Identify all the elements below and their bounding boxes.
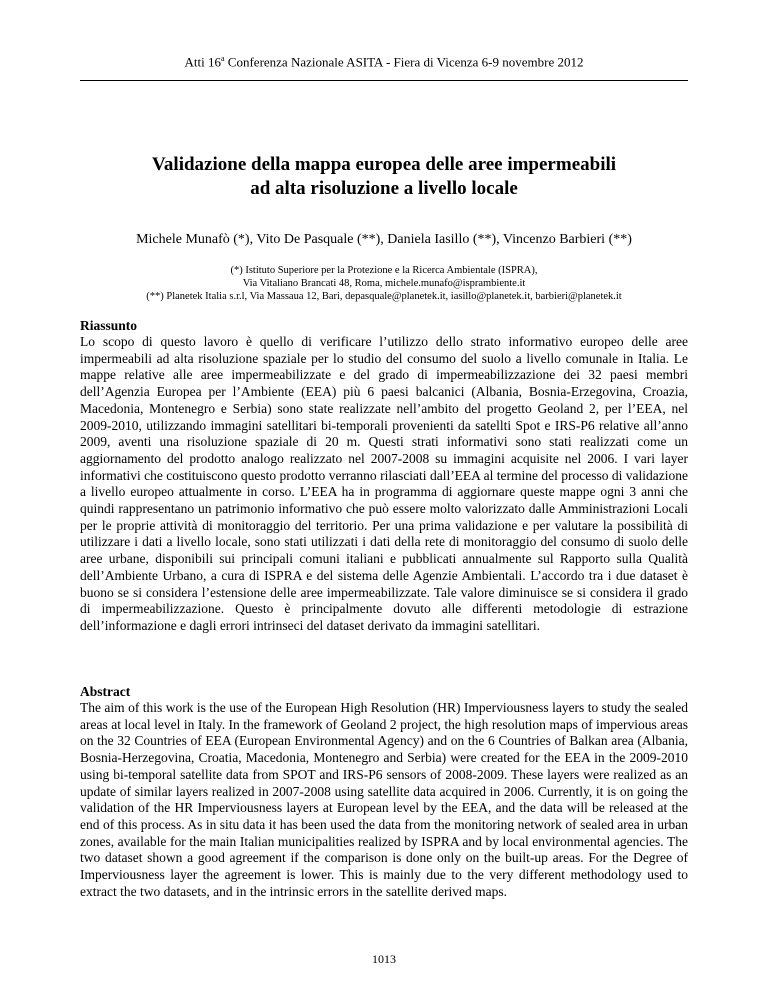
header-superscript: a <box>220 54 225 63</box>
affiliation-line: Via Vitaliano Brancati 48, Roma, michele.munafo@isprambiente.it <box>242 278 526 289</box>
affiliation-line: (*) Istituto Superiore per la Protezione e la Ricerca Ambientale (ISPRA), <box>230 265 538 276</box>
title-line-1: Validazione della mappa europea delle aree impermeabili <box>151 154 617 175</box>
authors: Michele Munafò (*), Vito De Pasquale (**), Daniela Iasillo (**), Vincenzo Barbieri (**) <box>136 232 632 247</box>
header-suffix: Conferenza Nazionale ASITA - Fiera di Vicenza 6-9 novembre 2012 <box>224 54 584 70</box>
paper-title <box>80 153 688 201</box>
header-rule <box>80 80 688 81</box>
affiliation-line: (**) Planetek Italia s.r.l, Via Massaua 12, Bari, depasquale@planetek.it, iasillo@planetek.it, barbieri@planetek.it <box>146 291 622 302</box>
abstract-heading: Abstract <box>80 684 131 699</box>
affiliations <box>70 264 698 303</box>
header-prefix: Atti 16 <box>184 54 221 70</box>
riassunto-text: Lo scopo di questo lavoro è quello di verificare l’utilizzo dello strato informativo europeo delle aree impermeabili ad alta risoluzione spaziale per lo studio del consumo del suolo a livello comunale in Italia. Le mappe relative alle aree impermeabilizzate e del grado di impermeabilizzazione dei 32 paesi membri dell’Agenzia Europea per l’Ambiente (EEA) più 6 paesi balcanici (Albania, Bosnia-Erzegovina, Croazia, Macedonia, Montenegro e Serbia) sono state realizzate nell’ambito del progetto Geoland 2, per l’EEA, nel 2009-2010, utilizzando immagini satellitari bi-temporali provenienti da satellti Spot e IRS-P6 relative all’anno 2009, aventi una risoluzione spaziale di 20 m. Questi strati informativi sono stati realizzati come un aggiornamento del prodotto analogo realizzato nel 2007-2008 su immagini acquisite nel 2006. I vari layer informativi che costituiscono questo prodotto verranno rilasciati dall’EEA al termine del processo di validazione a livello europeo attualmente in corso. L’EEA ha in programma di aggiornare queste mappe ogni 3 anni che quindi rappresentano un patrimonio informativo che può essere molto valorizzato dalle Amministrazioni Locali per le proprie attività di monitoraggio del territorio. Per una prima validazione e per valutare la possibilità di utilizzare i dati a livello locale, sono stati utilizzati i dati della rete di monitoraggio del consumo di suolo delle aree urbane, disponibili sui principali comuni italiani e pubblicati annualmente sul Rapporto sulla Qualità dell’Ambiente Urbano, a cura di ISPRA e del sistema delle Agenzie Ambientali. L’accordo tra i due dataset è buono se si considera l’estensione delle aree impermeabilizzate. Tale valore diminuisce se si considera il grado di impermeabilizzazione. Questo è principalmente dovuto alle differenti metodologie di estrazione dell’informazione e dagli errori intrinseci del dataset derivato da immagini satellitari. <box>80 334 688 633</box>
riassunto-heading: Riassunto <box>80 318 138 333</box>
abstract-text: The aim of this work is the use of the European High Resolution (HR) Imperviousness layers to study the sealed areas at local level in Italy. In the framework of Geoland 2 project, the high resolution maps of impervious areas on the 32 Countries of EEA (European Environmental Agency) and on the 6 Countries of Balkan area (Albania, Bosnia-Herzegovina, Croatia, Macedonia, Montenegro and Serbia) were created for the EEA in the 2009-2010 using bi-temporal satellite data from SPOT and IRS-P6 sensors of 2008-2009. These layers were realized as an update of similar layers realized in 2007-2008 using satellite data acquired in 2006. Currently, it is on going the validation of the HR Imperviousness layers at European level by the EEA, and the data will be released at the end of this process. As in situ data it has been used the data from the monitoring network of sealed area in urban zones, available for the main Italian municipalities realized by ISPRA and by local environmental agencies. The two dataset shown a good agreement if the comparison is done only on the built-up areas. For the Degree of Imperviousness layer the agreement is lower. This is mainly due to the very different methodology used to extract the two datasets, and in the intrinsic errors in the satellite derived maps. <box>80 700 688 899</box>
page-number: 1013 <box>372 952 396 966</box>
title-line-2: ad alta risoluzione a livello locale <box>250 178 518 199</box>
running-header <box>0 54 768 70</box>
